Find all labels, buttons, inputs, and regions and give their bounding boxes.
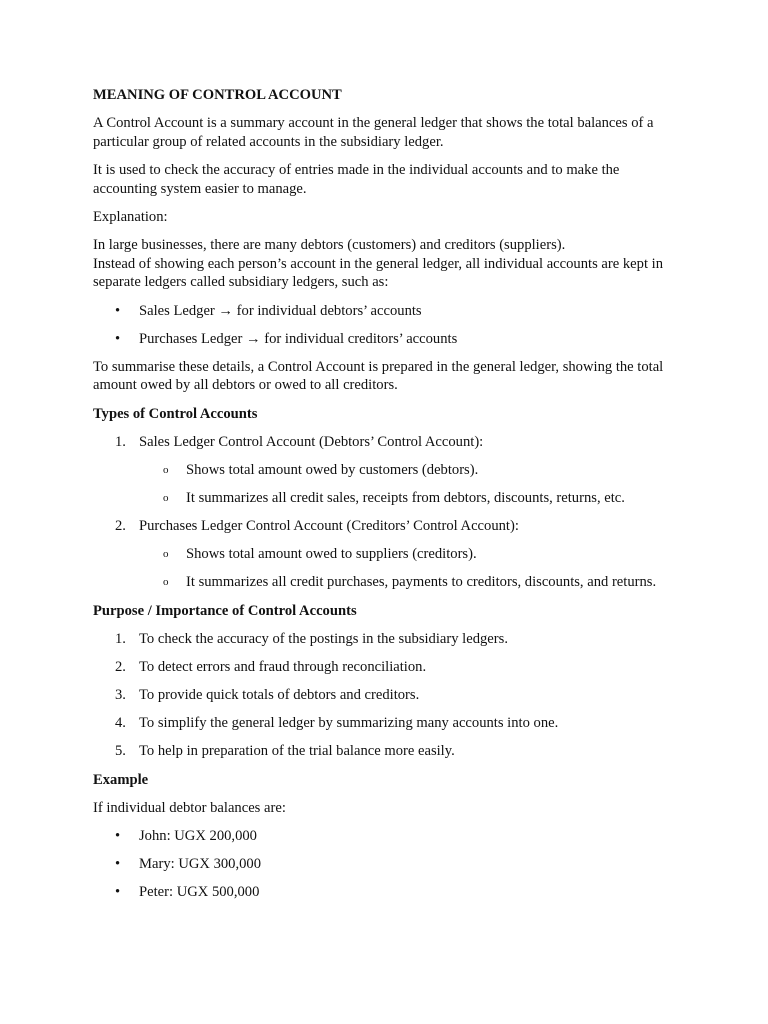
list-item	[93, 630, 683, 648]
list-item-text: To help in preparation of the trial balance more easily.	[139, 743, 455, 760]
sub-list-item	[139, 489, 683, 507]
list-number: 3.	[115, 687, 126, 704]
bullet-icon: •	[115, 828, 121, 845]
bullet-icon: •	[115, 856, 121, 873]
list-item	[93, 517, 683, 591]
circle-bullet-icon: o	[163, 464, 169, 477]
list-number: 1.	[115, 434, 126, 451]
sub-list-item	[139, 545, 683, 563]
list-item	[93, 330, 683, 348]
purpose-heading: Purpose / Importance of Control Accounts	[93, 602, 357, 619]
list-item-text: Purchases Ledger Control Account (Creditors’ Control Account):	[139, 518, 519, 535]
sub-list-item	[139, 461, 683, 479]
types-list	[93, 433, 683, 591]
list-item	[93, 855, 683, 873]
list-item-text: To check the accuracy of the postings in the subsidiary ledgers.	[139, 631, 508, 648]
list-item	[93, 714, 683, 732]
list-item	[93, 742, 683, 760]
circle-bullet-icon: o	[163, 548, 169, 561]
explanation-line-1: In large businesses, there are many debtors (customers) and creditors (suppliers).	[93, 237, 566, 254]
list-number: 5.	[115, 743, 126, 760]
bullet-icon: •	[115, 884, 121, 901]
circle-bullet-icon: o	[163, 576, 169, 589]
explanation-line-2: Instead of showing each person’s account in the general ledger, all individual accounts are kept in separate ledgers called subsidiary ledgers, such as:	[93, 255, 663, 291]
summary-paragraph: To summarise these details, a Control Account is prepared in the general ledger, showing the total amount owed by all debtors or owed to all creditors.	[93, 359, 664, 394]
bullet-icon: •	[115, 302, 121, 319]
list-item	[93, 883, 683, 901]
sub-list-item-text: It summarizes all credit sales, receipts from debtors, discounts, returns, etc.	[186, 490, 625, 507]
sub-list-item-text: Shows total amount owed to suppliers (creditors).	[186, 546, 477, 563]
purpose-list	[93, 630, 683, 760]
bullet-icon: •	[115, 330, 121, 347]
debtor-list	[93, 827, 683, 901]
types-heading: Types of Control Accounts	[93, 405, 258, 422]
explanation-label: Explanation:	[93, 209, 168, 226]
definition-paragraph: A Control Account is a summary account in the general ledger that shows the total balances of a particular group of related accounts in the subsidiary ledger.	[93, 115, 654, 150]
purpose-paragraph: It is used to check the accuracy of entries made in the individual accounts and to make the accounting system easier to manage.	[93, 162, 620, 197]
sub-list	[139, 545, 683, 591]
example-heading: Example	[93, 771, 149, 788]
example-intro: If individual debtor balances are:	[93, 799, 286, 816]
sub-list-item-text: It summarizes all credit purchases, payments to creditors, discounts, and returns.	[186, 574, 657, 591]
list-number: 2.	[115, 518, 126, 535]
list-item-text: Mary: UGX 300,000	[139, 856, 262, 873]
list-item-text: Sales Ledger → for individual debtors’ accounts	[139, 302, 422, 319]
sub-list-item	[139, 573, 683, 591]
document-title: MEANING OF CONTROL ACCOUNT	[93, 87, 342, 103]
circle-bullet-icon: o	[163, 492, 169, 505]
list-item	[93, 686, 683, 704]
list-number: 2.	[115, 659, 126, 676]
sub-list	[139, 461, 683, 507]
list-item	[93, 433, 683, 507]
list-item-text: Peter: UGX 500,000	[139, 884, 260, 901]
list-item-text: Purchases Ledger → for individual creditors’ accounts	[139, 330, 458, 347]
list-item-text: John: UGX 200,000	[139, 828, 257, 845]
sub-list-item-text: Shows total amount owed by customers (debtors).	[186, 462, 479, 479]
list-item-text: Sales Ledger Control Account (Debtors’ Control Account):	[139, 434, 484, 451]
list-item	[93, 827, 683, 845]
list-number: 4.	[115, 715, 126, 732]
list-item	[93, 302, 683, 320]
list-number: 1.	[115, 631, 126, 648]
document-page	[93, 86, 683, 912]
list-item-text: To simplify the general ledger by summarizing many accounts into one.	[139, 715, 559, 732]
explanation-paragraph	[93, 236, 683, 291]
list-item-text: To detect errors and fraud through reconciliation.	[139, 659, 427, 676]
list-item-text: To provide quick totals of debtors and creditors.	[139, 687, 420, 704]
list-item	[93, 658, 683, 676]
ledger-bullet-list	[93, 302, 683, 348]
